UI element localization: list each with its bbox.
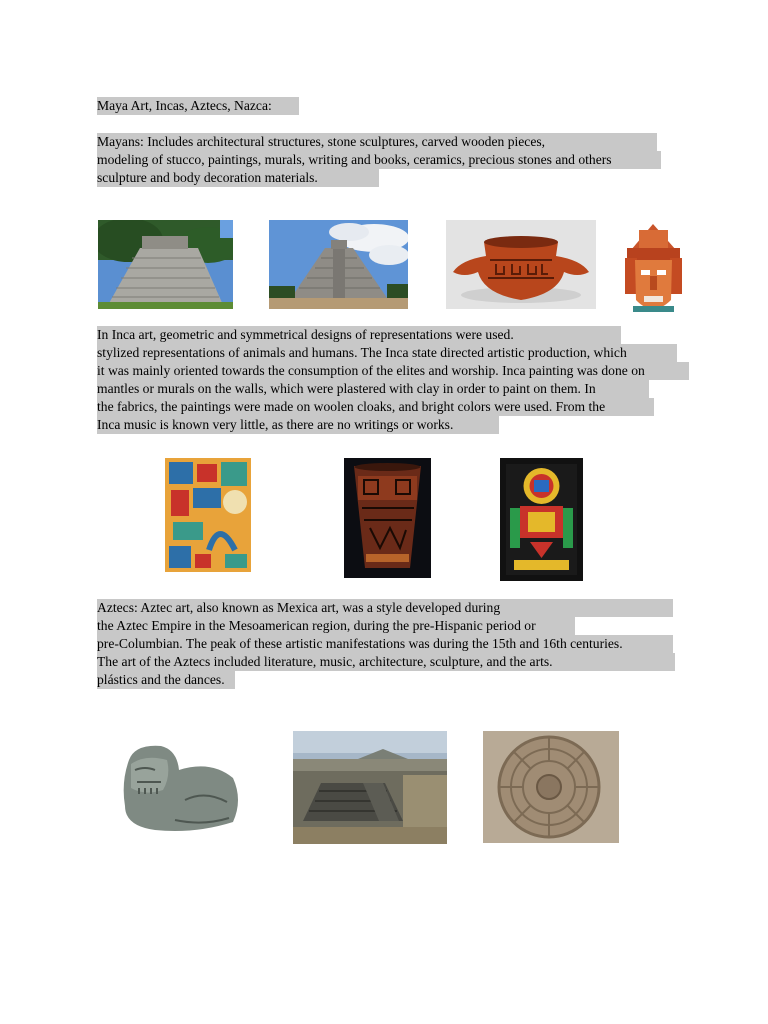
inca-paragraph — [97, 326, 689, 434]
text-line: the fabrics, the paintings were made on woolen cloaks, and bright colors were used. From the — [97, 398, 654, 416]
text-line: In Inca art, geometric and symmetrical designs of representations were used. — [97, 326, 621, 344]
text-line: plástics and the dances. — [97, 671, 235, 689]
text-line: Aztecs: Aztec art, also known as Mexica art, was a style developed during — [97, 599, 673, 617]
chichen-itza-photo — [269, 220, 408, 309]
teotihuacan-aerial-photo — [293, 731, 447, 844]
maya-ceramic-vessel-photo — [446, 220, 596, 309]
text-line: sculpture and body decoration materials. — [97, 169, 379, 187]
maya-mask-photo — [619, 220, 688, 324]
mayans-paragraph — [97, 133, 661, 187]
text-line: The art of the Aztecs included literature, music, architecture, sculpture, and the arts. — [97, 653, 675, 671]
text-line: pre-Columbian. The peak of these artistic manifestations was during the 15th and 16th centuries. — [97, 635, 673, 653]
inca-painting-photo — [165, 458, 251, 572]
aztec-stone-jaguar-photo — [115, 730, 247, 838]
text-line: Inca music is known very little, as there are no writings or works. — [97, 416, 499, 434]
text-line: stylized representations of animals and humans. The Inca state directed artistic production, which — [97, 344, 677, 362]
document-heading — [97, 97, 299, 115]
maya-temple-photo — [98, 220, 233, 309]
text-line: mantles or murals on the walls, which were plastered with clay in order to paint on them. In — [97, 380, 649, 398]
aztec-sun-stone-photo — [483, 731, 619, 843]
aztecs-paragraph — [97, 599, 675, 689]
text-line: it was mainly oriented towards the consumption of the elites and worship. Inca painting was done on — [97, 362, 689, 380]
text-line: modeling of stucco, paintings, murals, writing and books, ceramics, precious stones and others — [97, 151, 661, 169]
text-line: the Aztec Empire in the Mesoamerican region, during the pre-Hispanic period or — [97, 617, 575, 635]
text-line: Mayans: Includes architectural structures, stone sculptures, carved wooden pieces, — [97, 133, 657, 151]
heading-text: Maya Art, Incas, Aztecs, Nazca: — [97, 97, 299, 115]
inca-kero-cup-photo — [344, 458, 431, 578]
inca-textile-photo — [500, 458, 583, 581]
